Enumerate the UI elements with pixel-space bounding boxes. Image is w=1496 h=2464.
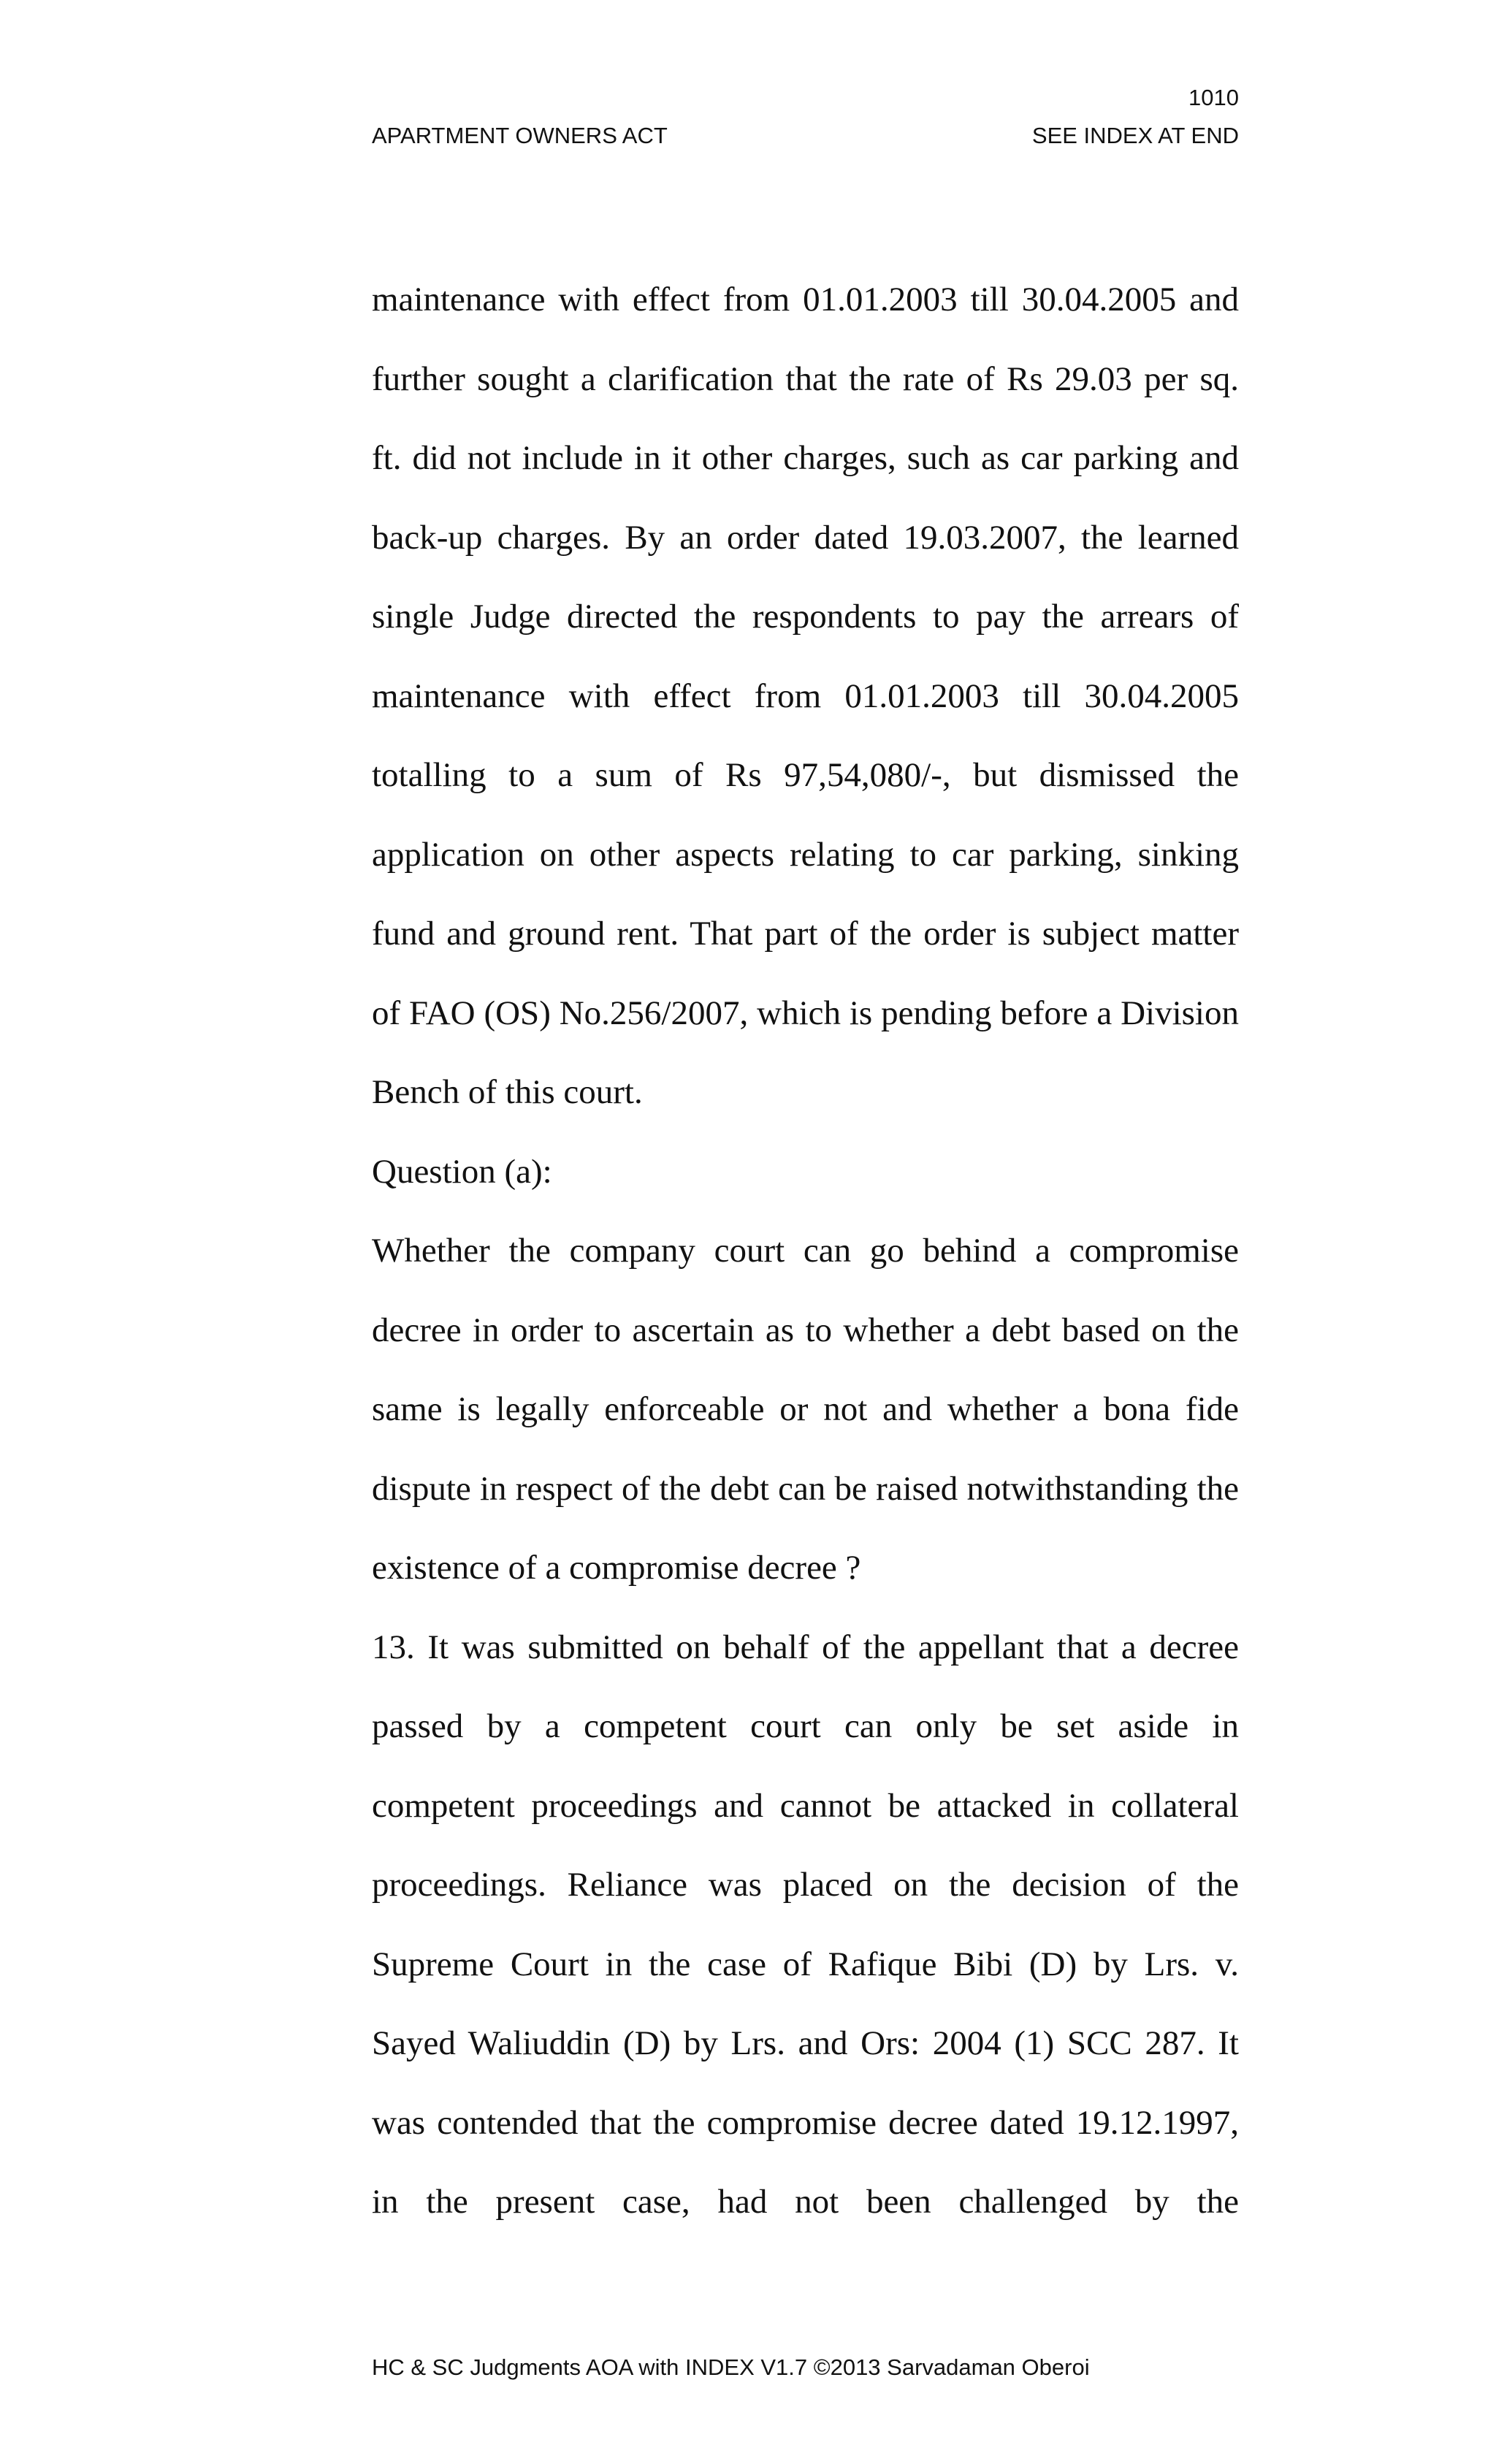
question-heading: Question (a): <box>372 1152 552 1191</box>
question-text: Whether the company court can go behind a compromise decree in order to ascertain as to whether a debt based on the same is legally enforceable or not and whether a bona fide dispute in respect of the debt can be raised notwithstanding the existence of a compromise decree ? <box>372 1232 1239 1587</box>
paragraph-13: 13. It was submitted on behalf of the appellant that a decree passed by a competent court can only be set aside in competent proceedings and cannot be attacked in collateral proceedings. Reliance was placed on the decision of the Supreme Court in the case of Rafique Bibi (D) by Lrs. v. Sayed Waliuddin (D) by Lrs. and Ors: 2004 (1) SCC 287. It was contended that the compromise decree dated 19.12.1997, in the present case, had not been challenged by the <box>372 1628 1239 2221</box>
document-body <box>372 260 1239 2242</box>
running-header-title: APARTMENT OWNERS ACT <box>372 123 668 148</box>
running-header-index-note: SEE INDEX AT END <box>1031 123 1239 148</box>
page-number: 1010 <box>1188 85 1239 110</box>
paragraph-continuation: maintenance with effect from 01.01.2003 till 30.04.2005 and further sought a clarification that the rate of Rs 29.03 per sq. ft. did not include in it other charges, such as car parking and back-up charges. By an order dated 19.03.2007, the learned single Judge directed the respondents to pay the arrears of maintenance with effect from 01.01.2003 till 30.04.2005 totalling to a sum of Rs 97,54,080/-, but dismissed the application on other aspects relating to car parking, sinking fund and ground rent. That part of the order is subject matter of FAO (OS) No.256/2007, which is pending before a Division Bench of this court. <box>372 281 1239 1111</box>
footer-copyright: HC & SC Judgments AOA with INDEX V1.7 ©2013 Sarvadaman Oberoi <box>372 2354 1090 2380</box>
